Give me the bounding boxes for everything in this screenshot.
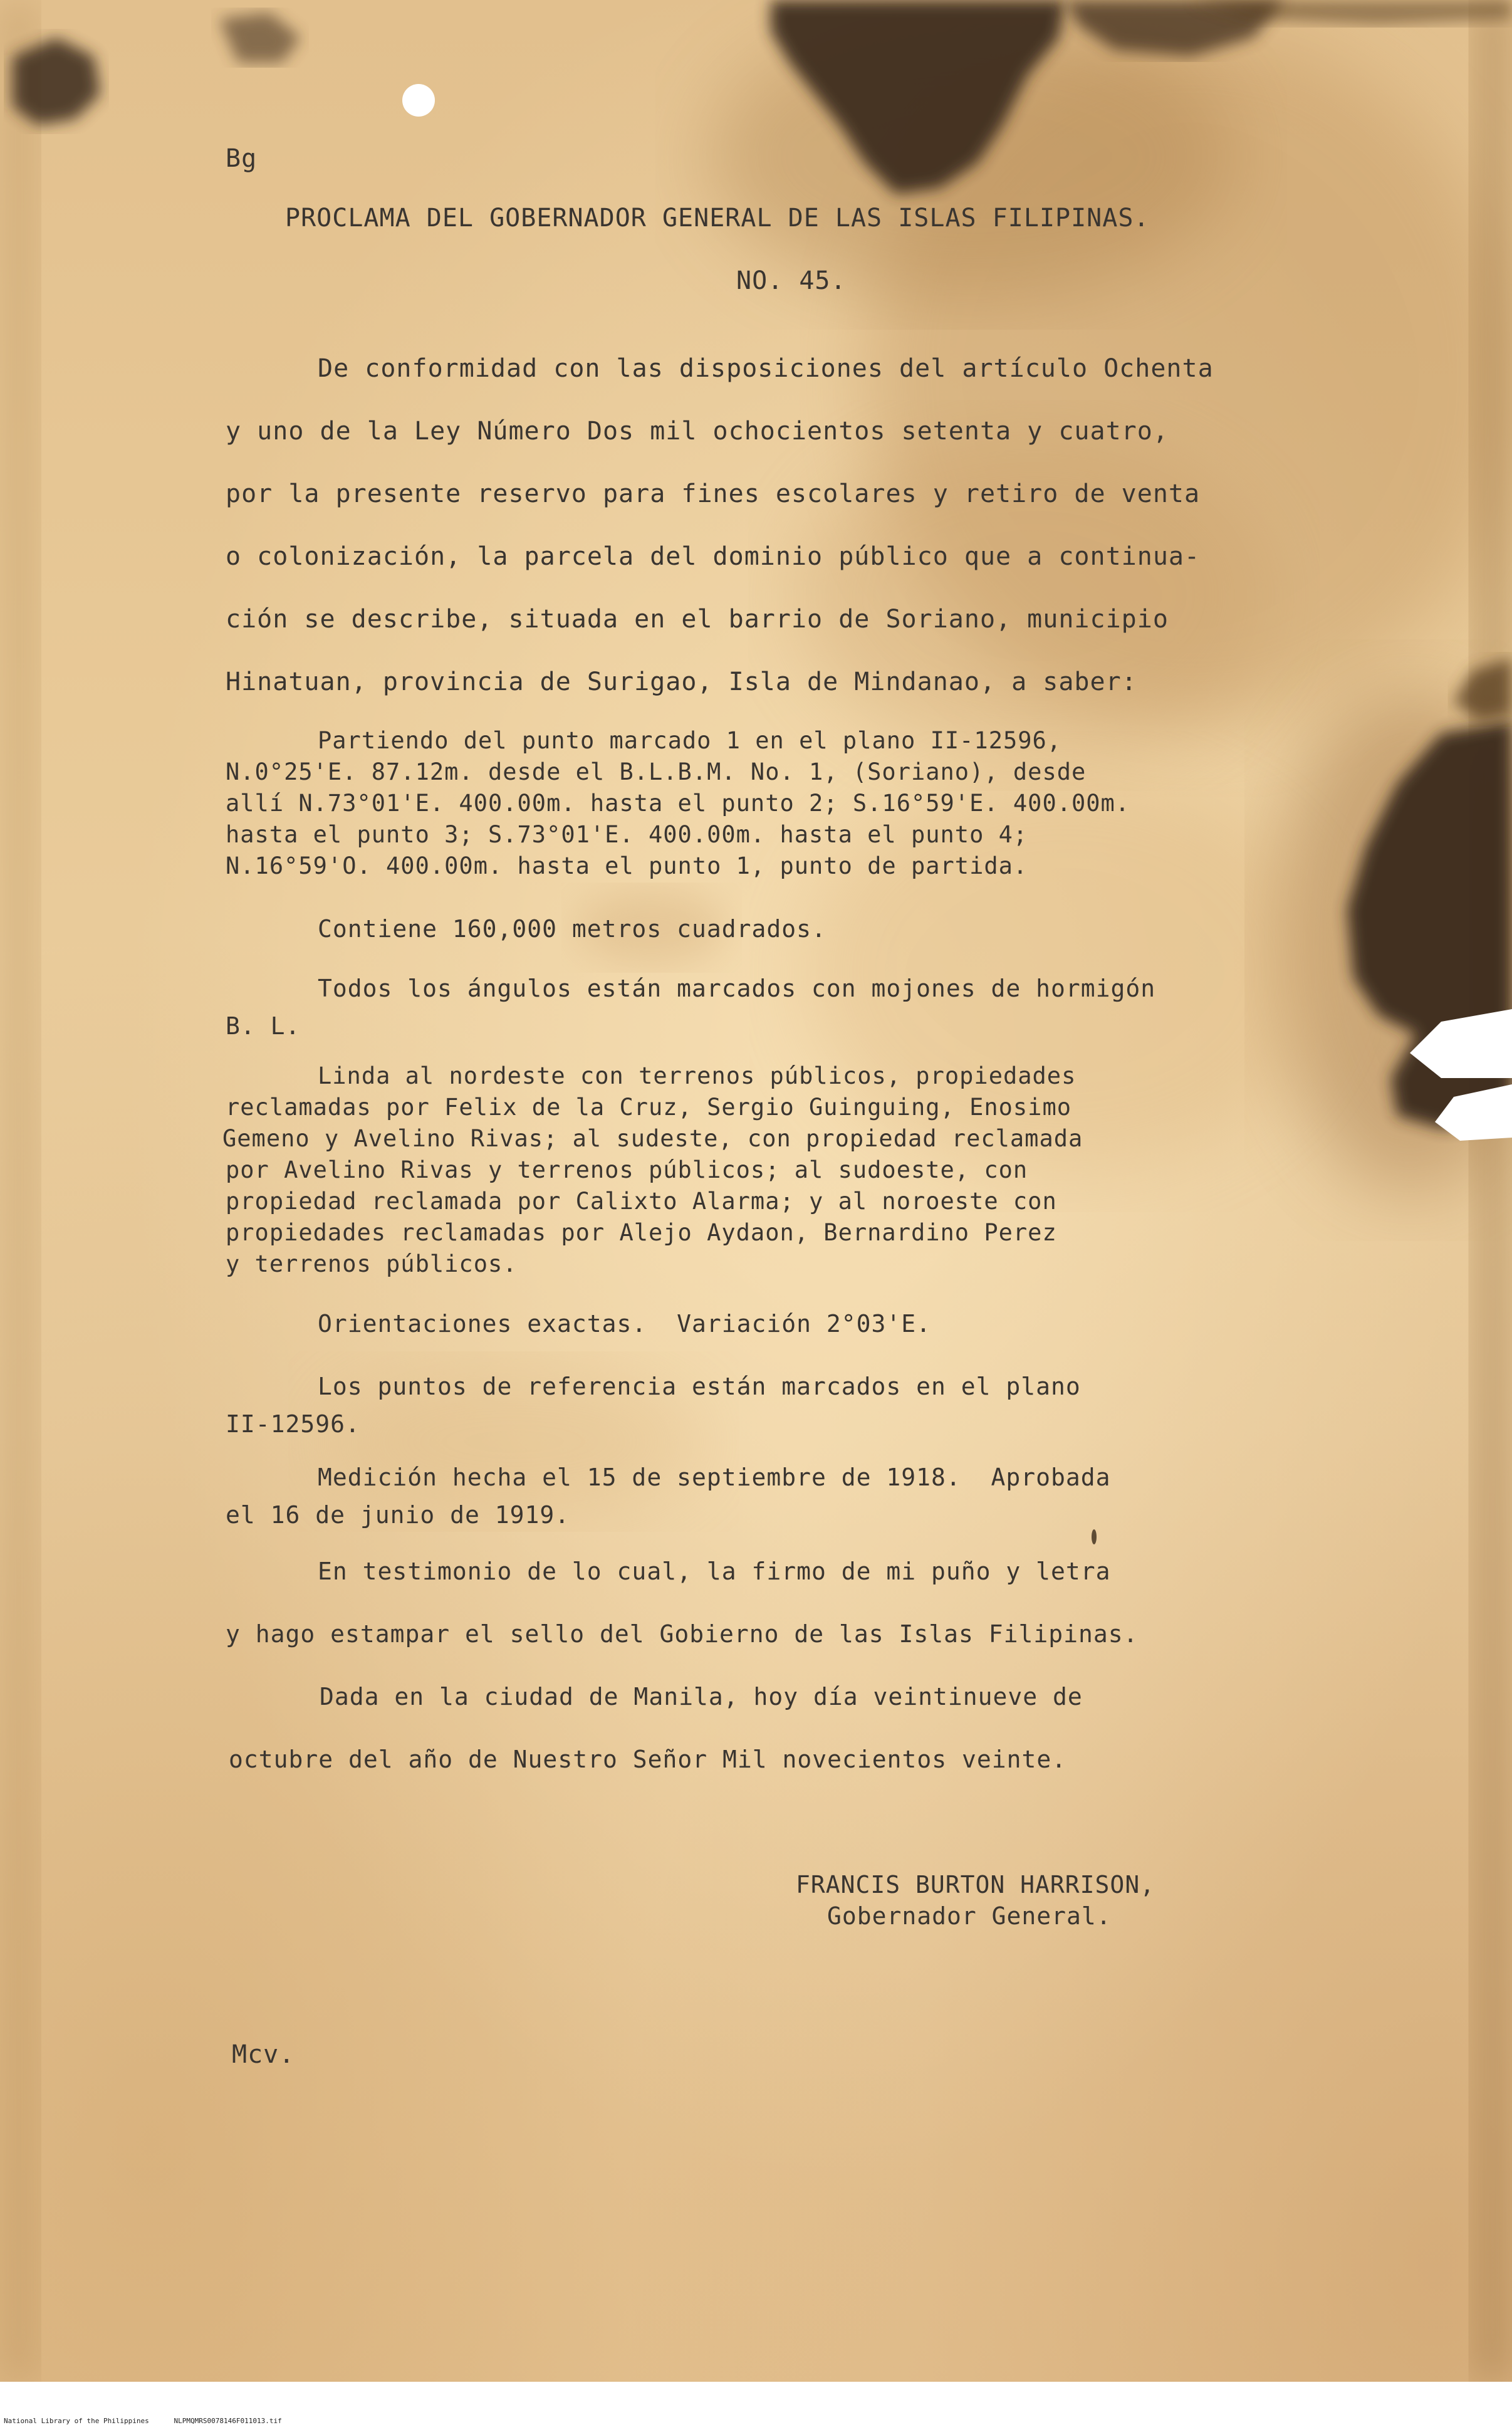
- description-line: N.16°59'O. 400.00m. hasta el punto 1, punto de partida.: [226, 852, 1028, 879]
- initials-top: Bg: [226, 144, 258, 173]
- description-line: allí N.73°01'E. 400.00m. hasta el punto 2; S.16°59'E. 400.00m.: [226, 790, 1130, 817]
- scan-caption: National Library of the Philippines NLPMQMRS0078146F011013.tif: [4, 2417, 282, 2425]
- document-title: PROCLAMA DEL GOBERNADOR GENERAL DE LAS ISLAS FILIPINAS.: [285, 204, 1150, 233]
- measurement-line: Medición hecha el 15 de septiembre de 1918. Aprobada: [318, 1464, 1111, 1491]
- orientation-line: Orientaciones exactas. Variación 2°03'E.: [318, 1310, 931, 1338]
- description-line: N.0°25'E. 87.12m. desde el B.L.B.M. No. 1, (Soriano), desde: [226, 758, 1087, 785]
- intro-line: o colonización, la parcela del dominio público que a continua-: [226, 542, 1201, 571]
- angles-line: Todos los ángulos están marcados con mojones de hormigón: [318, 975, 1156, 1002]
- area-line: Contiene 160,000 metros cuadrados.: [318, 915, 826, 943]
- measurement-line: el 16 de junio de 1919.: [226, 1501, 570, 1529]
- testimony-line: En testimonio de lo cual, la firmo de mi puño y letra: [318, 1558, 1111, 1585]
- bounds-line: propiedad reclamada por Calixto Alarma; y al noroeste con: [226, 1188, 1057, 1215]
- punch-hole: [402, 84, 435, 117]
- testimony-line: y hago estampar el sello del Gobierno de las Islas Filipinas.: [226, 1620, 1139, 1648]
- proclamation-number: NO. 45.: [736, 266, 847, 295]
- signature-name: FRANCIS BURTON HARRISON,: [796, 1871, 1155, 1899]
- initials-bottom: Mcv.: [232, 2040, 295, 2069]
- intro-line: y uno de la Ley Número Dos mil ochocientos setenta y cuatro,: [226, 417, 1169, 446]
- reference-line: Los puntos de referencia están marcados en el plano: [318, 1373, 1081, 1400]
- description-line: Partiendo del punto marcado 1 en el plano II-12596,: [318, 727, 1062, 754]
- bounds-line: propiedades reclamadas por Alejo Aydaon, Bernardino Perez: [226, 1219, 1057, 1246]
- dated-line: Dada en la ciudad de Manila, hoy día veintinueve de: [320, 1683, 1083, 1710]
- intro-line: De conformidad con las disposiciones del artículo Ochenta: [318, 354, 1214, 383]
- bounds-line: Gemeno y Avelino Rivas; al sudeste, con propiedad reclamada: [222, 1125, 1083, 1152]
- angles-line: B. L.: [226, 1012, 301, 1040]
- description-line: hasta el punto 3; S.73°01'E. 400.00m. hasta el punto 4;: [226, 821, 1028, 848]
- intro-line: Hinatuan, provincia de Surigao, Isla de Mindanao, a saber:: [226, 668, 1137, 696]
- signature-title: Gobernador General.: [827, 1902, 1112, 1930]
- dated-line: octubre del año de Nuestro Señor Mil novecientos veinte.: [229, 1746, 1067, 1773]
- reference-line: II-12596.: [226, 1410, 360, 1438]
- intro-line: ción se describe, situada en el barrio de Soriano, municipio: [226, 605, 1169, 634]
- bounds-line: Linda al nordeste con terrenos públicos, propiedades: [318, 1062, 1077, 1089]
- bounds-line: y terrenos públicos.: [226, 1250, 518, 1277]
- bounds-line: por Avelino Rivas y terrenos públicos; al sudoeste, con: [226, 1156, 1028, 1183]
- intro-line: por la presente reservo para fines escolares y retiro de venta: [226, 479, 1201, 508]
- bounds-line: reclamadas por Felix de la Cruz, Sergio Guinguing, Enosimo: [226, 1094, 1072, 1121]
